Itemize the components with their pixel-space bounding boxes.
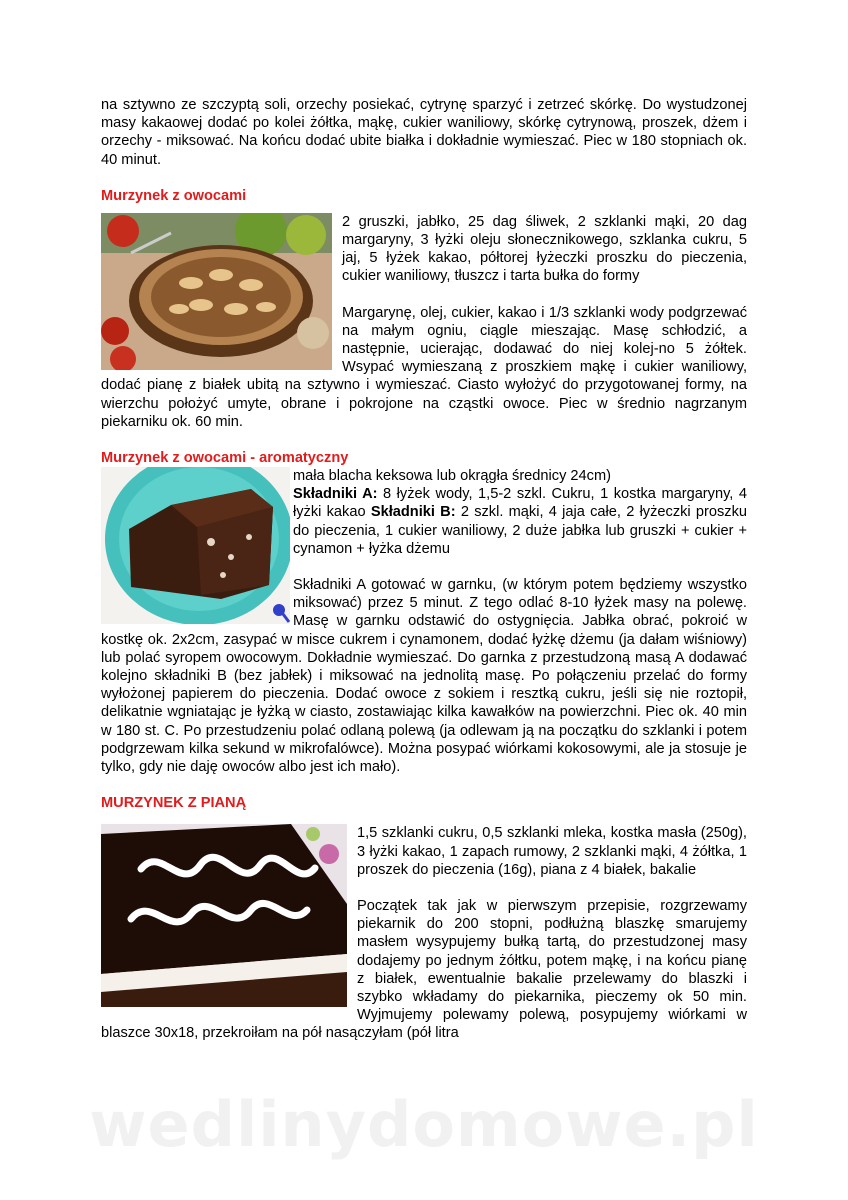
recipe2-dish-size: mała blacha keksowa lub okrągła średnicy 24cm) (293, 468, 611, 485)
recipe-z-piana (101, 824, 747, 1042)
ingredients-a-label: Składniki A: (293, 486, 378, 503)
recipe3-method: Początek tak jak w pierwszym przepisie, rozgrzewamy piekarnik do 200 stopni, podłużną blaszkę smarujemy masłem wysypujemy bułką tartą, do przestudzonej masy dodajemy po jednym żółtku, potem mąkę, i na końcu pianę z białek, ewentualnie bakalie przelewamy do blaszki i szybko wkładamy do piekarnika, pieczemy ok 50 min. Wyjmujemy polewamy polewą, posypujemy wiórkami w blaszce 30x18, przekroiłam na pół nasączyłam (pół litra (101, 897, 747, 1042)
foam-cake-photo (101, 824, 347, 1007)
document-page (101, 96, 747, 1043)
site-watermark: wedlinydomowe.pl (89, 1088, 759, 1161)
recipe2-method: Składniki A gotować w garnku, (w którym potem będziemy wszystko miksować) przez 5 minut. Z tego odlać 8-10 łyżek masy na polewę. Masę w garnku odstawić do ostygnięcia. Jabłka obrać, pokroić w kostkę ok. 2x2cm, zasypać w misce cukrem i cynamonem, dodać łyżkę dżemu (ja dałam wiśniowy) lub polać syropem owocowym. Dokładnie wymieszać. Do garnka z przestudzoną masą A dodawać kolejno składniki B (bez jabłek) i miksować na jednolitą masę. Po połączeniu przelać do formy wyłożonej papierem do pieczenia. Dodać owoce z sokiem i resztką cukru, jeśli się nie roztopił, delikatnie wgniatając je łyżką w ciasto, zostawiając kilka kawałków na powierzchni. Piec ok. 40 min w 180 st. C. Po przestudzeniu polać odlaną polewą (ja odlewam ją na początku do szklanki i potem podgrzewam kilka sekund w mikrofalówce). Można posypać wiórkami kokosowymi, ale ja stosuje je tylko, gdy nie daję owoców albo jest ich mało). (101, 577, 747, 776)
intro-paragraph: na sztywno ze szczyptą soli, orzechy posiekać, cytrynę sparzyć i zetrzeć skórkę. Do wystudzonej masy kakaowej dodać po kolei żółtka, mąkę, cukier waniliowy, skórkę cytrynową, proszek, dżem i orzechy - miksować. Na końcu dodać ubite białka i dokładnie wymieszać. Piec w 180 stopniach ok. 40 minut. (101, 97, 747, 168)
recipe-murzynek-z-owocami (101, 213, 747, 431)
ingredients-b-text: 2 szkl. mąki, 4 jaja całe, 2 łyżeczki proszku do pieczenia, 1 cukier waniliowy, 2 duże jabłka lub gruszki + cukier + cynamon + łyżka dżemu (293, 504, 748, 557)
recipe-aromatyczny (101, 467, 747, 776)
recipe-title-z-piana: MURZYNEK Z PIANĄ (101, 795, 247, 812)
chocolate-cake-slice-photo (101, 467, 290, 624)
ingredients-a-text: 8 łyżek wody, 1,5-2 szkl. Cukru, 1 kostka margaryny, 4 łyżki kakao (293, 486, 748, 521)
fruit-cake-photo (101, 213, 332, 370)
recipe-title-murzynek-z-owocami: Murzynek z owocami (101, 187, 247, 204)
ingredients-b-label: Składniki B: (370, 504, 456, 521)
recipe-title-aromatyczny: Murzynek z owocami - aromatyczny (101, 450, 349, 467)
recipe1-method: Margarynę, olej, cukier, kakao i 1/3 szklanki wody podgrzewać na małym ogniu, ciągle mieszając. Masę schłodzić, a następnie, ucierając, dodawać do niej kolej-no 5 żółtek. Wsypać wymieszaną z proszkiem mąkę i cukier waniliowy, dodać pianę z białek ubitą na sztywno i wymieszać. Ciasto wyłożyć do przygotowanej formy, na wierzchu położyć umyte, obrane i pokrojone na cząstki owoce. Piec w średnio nagrzanym piekarniku ok. 60 min. (101, 304, 747, 430)
recipe3-ingredients: 1,5 szklanki cukru, 0,5 szklanki mleka, kostka masła (250g), 3 łyżki kakao, 1 zapach rumowy, 2 szklanki mąki, 4 żółtka, 1 proszek do pieczenia (16g), piana z 4 białek, bakalie (357, 825, 747, 878)
recipe1-ingredients: 2 gruszki, jabłko, 25 dag śliwek, 2 szklanki mąki, 20 dag margaryny, 3 łyżki oleju słonecznikowego, szklanka cukru, 5 jaj, 5 łyżek kakao, półtorej łyżeczki proszku do pieczenia, cukier waniliowy, tłuszcz i tarta bułka do formy (342, 213, 747, 285)
